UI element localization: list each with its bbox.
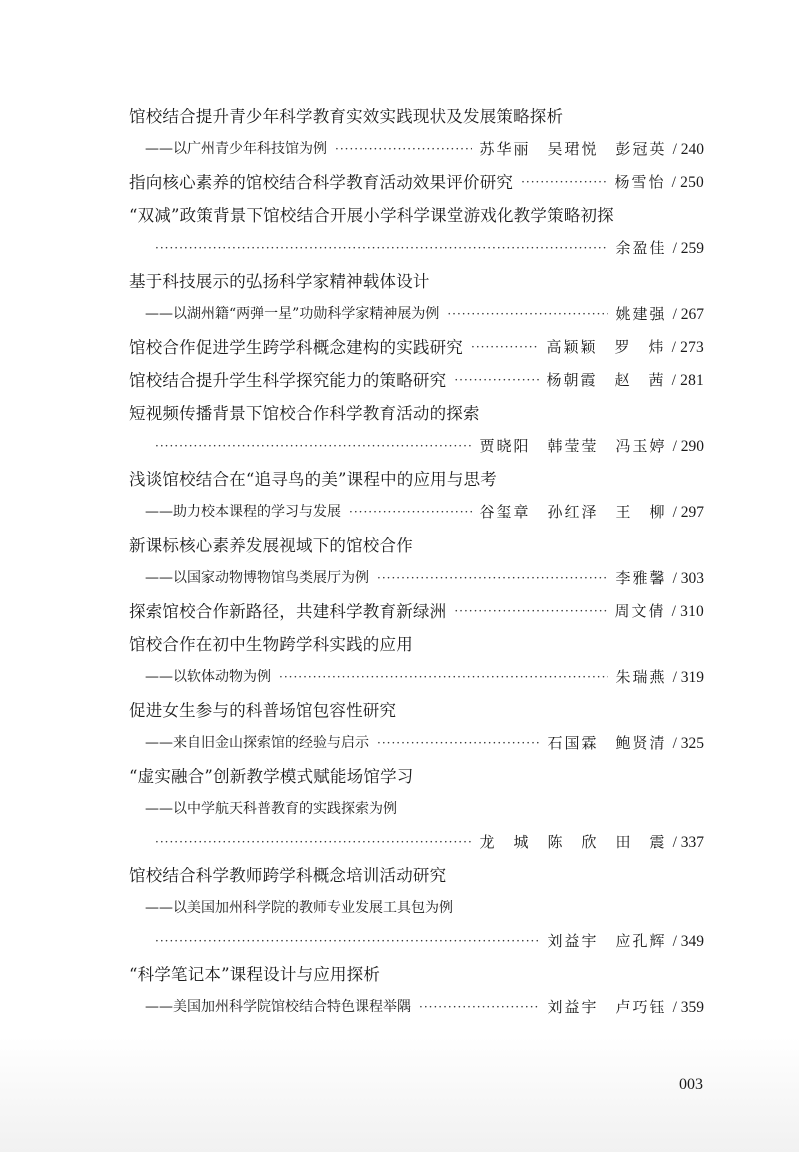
toc-line	[129, 793, 704, 826]
dot-leader	[471, 331, 539, 364]
toc-line	[129, 232, 704, 265]
dot-leader	[155, 826, 472, 859]
dot-leader	[454, 595, 606, 628]
toc-line	[129, 265, 704, 298]
entry-page: / 267	[672, 306, 704, 323]
page-number: 003	[679, 1076, 703, 1093]
entry-subtitle: ——助力校本课程的学习与发展	[145, 504, 341, 520]
toc-line	[129, 430, 704, 463]
entry-author: 杨朝霞 赵 茜	[546, 371, 666, 389]
dot-leader	[155, 232, 608, 265]
entry-subtitle: ——以广州青少年科技馆为例	[145, 141, 327, 157]
toc-line	[129, 991, 704, 1024]
table-of-contents	[129, 100, 704, 1024]
entry-title: 馆校结合科学教师跨学科概念培训活动研究	[129, 866, 447, 885]
entry-author: 周文倩	[614, 602, 666, 620]
dot-leader	[155, 430, 472, 463]
entry-author: 姚建强	[615, 305, 667, 323]
entry-author: 李雅馨	[615, 569, 667, 587]
toc-line	[129, 826, 704, 859]
entry-subtitle: ——以软体动物为例	[145, 669, 271, 685]
toc-line	[129, 661, 704, 694]
entry-page: / 240	[672, 141, 704, 158]
toc-line	[129, 199, 704, 232]
entry-title: “科学笔记本”课程设计与应用探析	[129, 965, 381, 984]
dot-leader	[349, 496, 472, 529]
entry-author: 苏华丽 吴珺悦 彭冠英	[479, 140, 667, 158]
dot-leader	[419, 991, 540, 1024]
entry-author: 石国霖 鲍贤清	[547, 734, 667, 752]
toc-line	[129, 133, 704, 166]
entry-title: 馆校结合提升青少年科学教育实效实践现状及发展策略探析	[129, 107, 564, 126]
entry-subtitle: ——以湖州籍“两弹一星”功勋科学家精神展为例	[145, 306, 440, 322]
dot-leader	[447, 298, 607, 331]
dot-leader	[377, 562, 608, 595]
entry-author: 刘益宇 应孔辉	[547, 932, 667, 950]
entry-title: “双减”政策背景下馆校结合开展小学科学课堂游戏化教学策略初探	[129, 206, 614, 225]
toc-line	[129, 892, 704, 925]
toc-line	[129, 628, 704, 661]
entry-author: 谷玺章 孙红泽 王 柳	[479, 503, 667, 521]
entry-page: / 250	[671, 174, 704, 191]
toc-line	[129, 166, 704, 199]
toc-line	[129, 298, 704, 331]
entry-page: / 259	[672, 240, 704, 257]
toc-line	[129, 859, 704, 892]
toc-line	[129, 529, 704, 562]
entry-title: 浅谈馆校结合在“追寻鸟的美”课程中的应用与思考	[129, 470, 497, 489]
dot-leader	[521, 166, 606, 199]
entry-subtitle: ——以中学航天科普教育的实践探索为例	[145, 801, 397, 817]
entry-title: 馆校结合提升学生科学探究能力的策略研究	[129, 371, 447, 390]
entry-author: 龙 城 陈 欣 田 震	[479, 833, 667, 851]
entry-subtitle: ——以美国加州科学院的教师专业发展工具包为例	[145, 900, 453, 916]
toc-line	[129, 463, 704, 496]
entry-title: 馆校合作在初中生物跨学科实践的应用	[129, 635, 413, 654]
entry-title: 馆校合作促进学生跨学科概念建构的实践研究	[129, 338, 463, 357]
entry-author: 贾晓阳 韩莹莹 冯玉婷	[479, 437, 667, 455]
toc-line	[129, 727, 704, 760]
entry-author: 朱瑞燕	[615, 668, 667, 686]
toc-line	[129, 958, 704, 991]
entry-page: / 310	[671, 603, 704, 620]
entry-page: / 337	[672, 834, 704, 851]
toc-line	[129, 595, 704, 628]
toc-line	[129, 496, 704, 529]
entry-page: / 325	[672, 735, 704, 752]
entry-page: / 281	[671, 372, 704, 389]
dot-leader	[279, 661, 608, 694]
entry-author: 余盈佳	[615, 239, 667, 257]
entry-title: 新课标核心素养发展视域下的馆校合作	[129, 536, 413, 555]
entry-author: 刘益宇 卢巧钰	[547, 998, 667, 1016]
entry-title: “虚实融合”创新教学模式赋能场馆学习	[129, 767, 414, 786]
toc-line	[129, 100, 704, 133]
dot-leader	[454, 364, 538, 397]
entry-page: / 290	[672, 438, 704, 455]
toc-line	[129, 364, 704, 397]
entry-page: / 273	[671, 339, 704, 356]
toc-line	[129, 760, 704, 793]
entry-page: / 303	[672, 570, 704, 587]
entry-title: 指向核心素养的馆校结合科学教育活动效果评价研究	[129, 173, 514, 192]
entry-title: 基于科技展示的弘扬科学家精神载体设计	[129, 272, 430, 291]
dot-leader	[335, 133, 472, 166]
entry-author: 杨雪怡	[614, 173, 666, 191]
entry-page: / 319	[672, 669, 704, 686]
entry-page: / 359	[672, 999, 704, 1016]
toc-line	[129, 562, 704, 595]
entry-title: 短视频传播背景下馆校合作科学教育活动的探索	[129, 404, 480, 423]
entry-title: 促进女生参与的科普场馆包容性研究	[129, 701, 397, 720]
toc-line	[129, 694, 704, 727]
entry-page: / 349	[672, 933, 704, 950]
toc-line	[129, 397, 704, 430]
entry-subtitle: ——来自旧金山探索馆的经验与启示	[145, 735, 369, 751]
dot-leader	[155, 925, 540, 958]
dot-leader	[377, 727, 540, 760]
entry-page: / 297	[672, 504, 704, 521]
entry-title: 探索馆校合作新路径，共建科学教育新绿洲	[129, 602, 447, 621]
toc-line	[129, 925, 704, 958]
entry-author: 高颖颖 罗 炜	[546, 338, 666, 356]
entry-subtitle: ——美国加州科学院馆校结合特色课程举隅	[145, 999, 411, 1015]
entry-subtitle: ——以国家动物博物馆鸟类展厅为例	[145, 570, 369, 586]
toc-line	[129, 331, 704, 364]
